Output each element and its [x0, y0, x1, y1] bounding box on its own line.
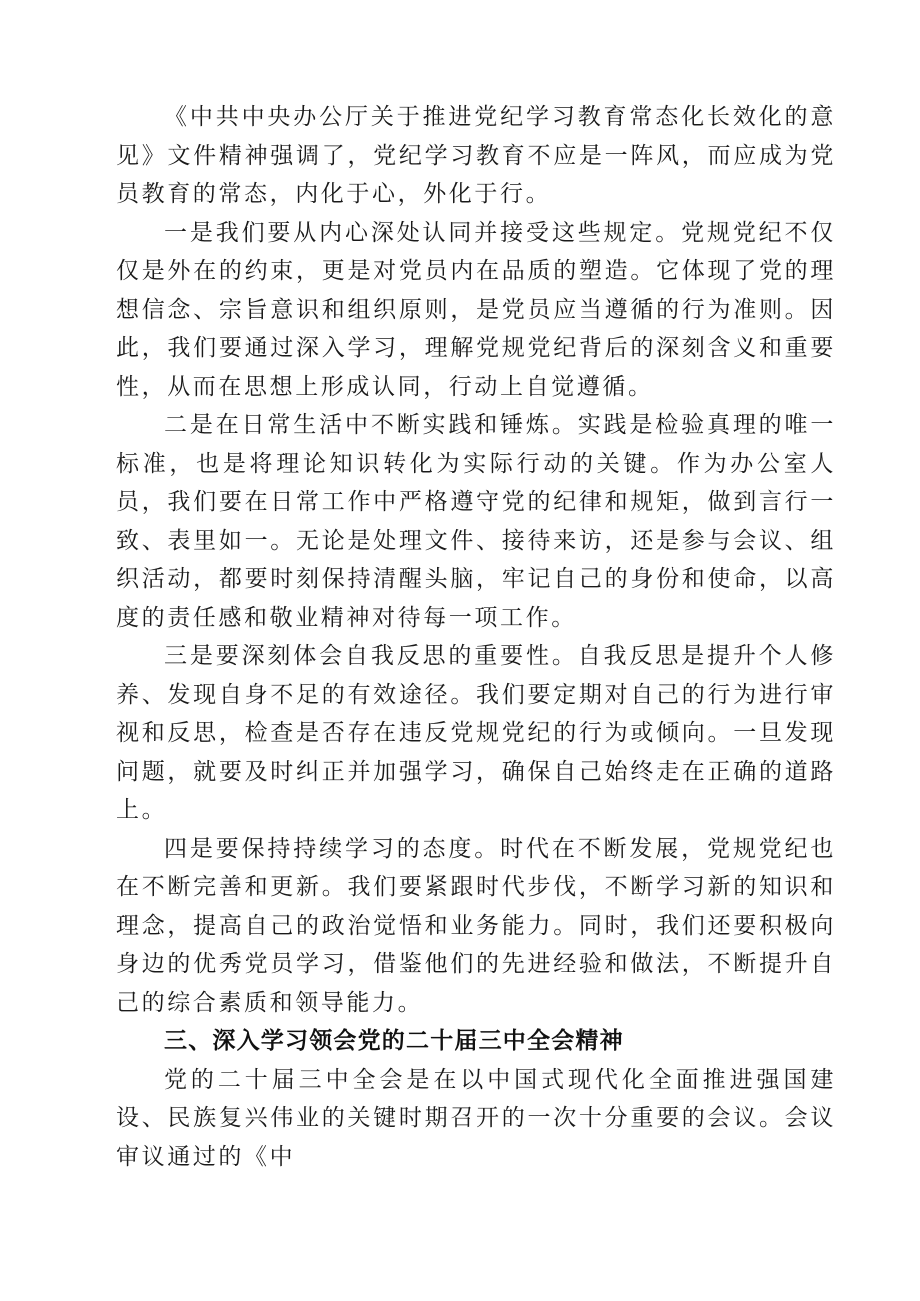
- paragraph-point-three: 三是要深刻体会自我反思的重要性。自我反思是提升个人修养、发现自身不足的有效途径。我们要定期对自己的行为进行审视和反思，检查是否存在违反党规党纪的行为或倾向。一旦发现问题，就要及时纠正并加强学习，确保自己始终走在正确的道路上。: [116, 643, 836, 823]
- section-heading: 三、深入学习领会党的二十届三中全会精神: [164, 1028, 624, 1054]
- paragraph-point-two: 二是在日常生活中不断实践和锤炼。实践是检验真理的唯一标准，也是将理论知识转化为实际行动的关键。作为办公室人员，我们要在日常工作中严格遵守党的纪律和规矩，做到言行一致、表里如一。无论是处理文件、接待来访，还是参与会议、组织活动，都要时刻保持清醒头脑，牢记自己的身份和使命，以高度的责任感和敬业精神对待每一项工作。: [116, 412, 836, 631]
- section-paragraph: 党的二十届三中全会是在以中国式现代化全面推进强国建设、民族复兴伟业的关键时期召开的一次十分重要的会议。会议审议通过的《中: [116, 1066, 836, 1170]
- paragraph-intro: 《中共中央办公厅关于推进党纪学习教育常态化长效化的意见》文件精神强调了，党纪学习教育不应是一阵风，而应成为党员教育的常态，内化于心，外化于行。: [116, 104, 836, 207]
- paragraph-point-four: 四是要保持持续学习的态度。时代在不断发展，党规党纪也在不断完善和更新。我们要紧跟时代步伐，不断学习新的知识和理念，提高自己的政治觉悟和业务能力。同时，我们还要积极向身边的优秀党员学习，借鉴他们的先进经验和做法，不断提升自己的综合素质和领导能力。: [116, 835, 836, 1016]
- document-body: [116, 98, 836, 1176]
- paragraph-point-one: 一是我们要从内心深处认同并接受这些规定。党规党纪不仅仅是外在的约束，更是对党员内在品质的塑造。它体现了党的理想信念、宗旨意识和组织原则，是党员应当遵循的行为准则。因此，我们要通过深入学习，理解党规党纪背后的深刻含义和重要性，从而在思想上形成认同，行动上自觉遵循。: [116, 219, 836, 400]
